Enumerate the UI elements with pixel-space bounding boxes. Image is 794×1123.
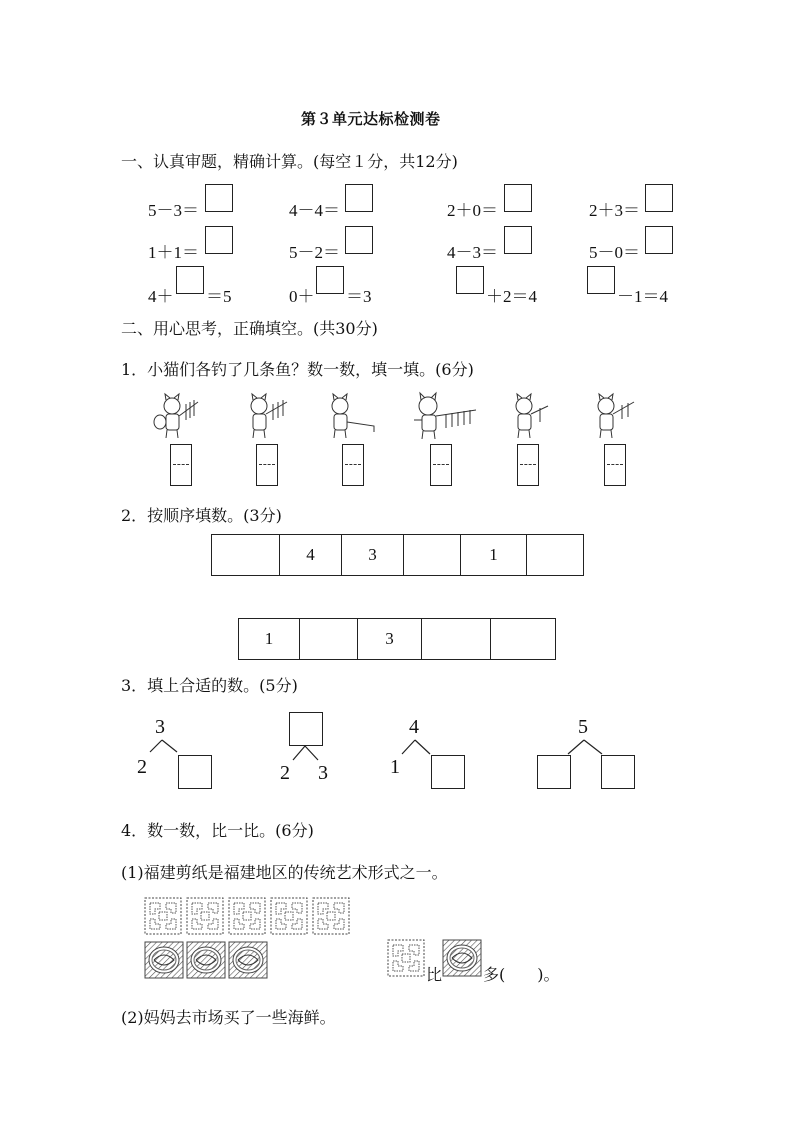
equation-1-2: 4－4＝ — [289, 201, 340, 220]
cat-answer-box-1[interactable] — [170, 444, 192, 486]
bond-right-number: 3 — [318, 762, 328, 784]
answer-box-2-2[interactable] — [345, 226, 373, 254]
answer-box-3-3[interactable] — [456, 266, 484, 294]
round-papercut-icon — [145, 942, 183, 978]
answer-box-1-3[interactable] — [504, 184, 532, 212]
round-papercut-icon — [229, 942, 267, 978]
bond-top-number: 3 — [155, 716, 165, 738]
square-papercut-icon — [313, 898, 349, 934]
answer-box-3-1[interactable] — [176, 266, 204, 294]
question-4: 4．数一数，比一比。(6分) — [121, 821, 314, 840]
compare-answer-text[interactable]: 多( )。 — [483, 965, 560, 984]
answer-box-1-4[interactable] — [645, 184, 673, 212]
answer-box-2-1[interactable] — [205, 226, 233, 254]
answer-box-2-4[interactable] — [645, 226, 673, 254]
bond-left-number: 2 — [280, 762, 290, 784]
cat-fishing-icon — [332, 394, 374, 438]
equation-3-1-right: ＝5 — [206, 287, 232, 306]
equation-3-4-right: －1＝4 — [617, 287, 668, 306]
sequence-cell: 3 — [342, 535, 404, 575]
cat-answer-box-4[interactable] — [430, 444, 452, 486]
section1-heading: 一、认真审题，精确计算。(每空１分，共12分) — [121, 152, 458, 171]
cats-fishing-illustration — [0, 392, 794, 452]
question-4-part-2: (2)妈妈去市场买了一些海鲜。 — [121, 1008, 336, 1027]
equation-2-3: 4－3＝ — [447, 243, 498, 262]
equation-3-3-right: ＋2＝4 — [486, 287, 537, 306]
equation-2-4: 5－0＝ — [589, 243, 640, 262]
square-papercut-icon — [187, 898, 223, 934]
question-3: 3．填上合适的数。(5分) — [121, 676, 298, 695]
equation-2-2: 5－2＝ — [289, 243, 340, 262]
number-sequence-1 — [211, 534, 584, 576]
square-papercut-icon — [229, 898, 265, 934]
bond-top-number: 4 — [409, 716, 419, 738]
bond-answer-box[interactable] — [289, 712, 323, 746]
bond-answer-box[interactable] — [537, 755, 571, 789]
equation-1-4: 2＋3＝ — [589, 201, 640, 220]
section2-heading: 二、用心思考，正确填空。(共30分) — [121, 319, 378, 338]
number-sequence-2 — [238, 618, 556, 660]
compare-bi-text: 比 — [426, 965, 443, 984]
sequence-cell: 1 — [239, 619, 300, 659]
equation-2-1: 1＋1＝ — [148, 243, 199, 262]
question-4-part-1: (1)福建剪纸是福建地区的传统艺术形式之一。 — [121, 863, 448, 882]
cat-answer-box-6[interactable] — [604, 444, 626, 486]
bond-answer-box[interactable] — [601, 755, 635, 789]
cat-fishing-icon — [414, 393, 476, 439]
sequence-cell[interactable] — [212, 535, 280, 575]
cat-fishing-icon — [251, 394, 287, 438]
round-papercut-icon — [443, 940, 481, 976]
sequence-cell[interactable] — [491, 619, 555, 659]
equation-3-2-left: 0＋ — [289, 287, 315, 306]
square-papercut-icon — [271, 898, 307, 934]
equation-3-2-right: ＝3 — [346, 287, 372, 306]
answer-box-2-3[interactable] — [504, 226, 532, 254]
bond-left-number: 2 — [137, 756, 147, 778]
sequence-cell[interactable] — [422, 619, 491, 659]
equation-1-1: 5－3＝ — [148, 201, 199, 220]
equation-1-3: 2＋0＝ — [447, 201, 498, 220]
sequence-cell: 3 — [358, 619, 422, 659]
answer-box-3-4[interactable] — [587, 266, 615, 294]
bond-answer-box[interactable] — [178, 755, 212, 789]
cat-answer-box-2[interactable] — [256, 444, 278, 486]
sequence-cell: 4 — [280, 535, 342, 575]
paper-cut-illustration — [0, 894, 794, 984]
sequence-cell[interactable] — [527, 535, 583, 575]
answer-box-3-2[interactable] — [316, 266, 344, 294]
cat-fishing-icon — [516, 394, 548, 438]
cat-fishing-icon — [598, 394, 634, 438]
bond-answer-box[interactable] — [431, 755, 465, 789]
page-title: 第３单元达标检测卷 — [301, 110, 441, 128]
number-bond-lines — [0, 700, 794, 800]
cat-answer-box-5[interactable] — [517, 444, 539, 486]
equation-3-1-left: 4＋ — [148, 287, 174, 306]
bond-top-number: 5 — [578, 716, 588, 738]
sequence-cell[interactable] — [300, 619, 358, 659]
cat-answer-box-3[interactable] — [342, 444, 364, 486]
cat-fishing-icon — [154, 394, 198, 438]
bond-left-number: 1 — [390, 756, 400, 778]
question-1: 1．小猫们各钓了几条鱼？数一数，填一填。(6分) — [121, 360, 474, 379]
answer-box-1-2[interactable] — [345, 184, 373, 212]
square-papercut-icon — [388, 940, 424, 976]
sequence-cell: 1 — [461, 535, 527, 575]
sequence-cell[interactable] — [404, 535, 461, 575]
answer-box-1-1[interactable] — [205, 184, 233, 212]
square-papercut-icon — [145, 898, 181, 934]
question-2: 2．按顺序填数。(3分) — [121, 506, 282, 525]
round-papercut-icon — [187, 942, 225, 978]
